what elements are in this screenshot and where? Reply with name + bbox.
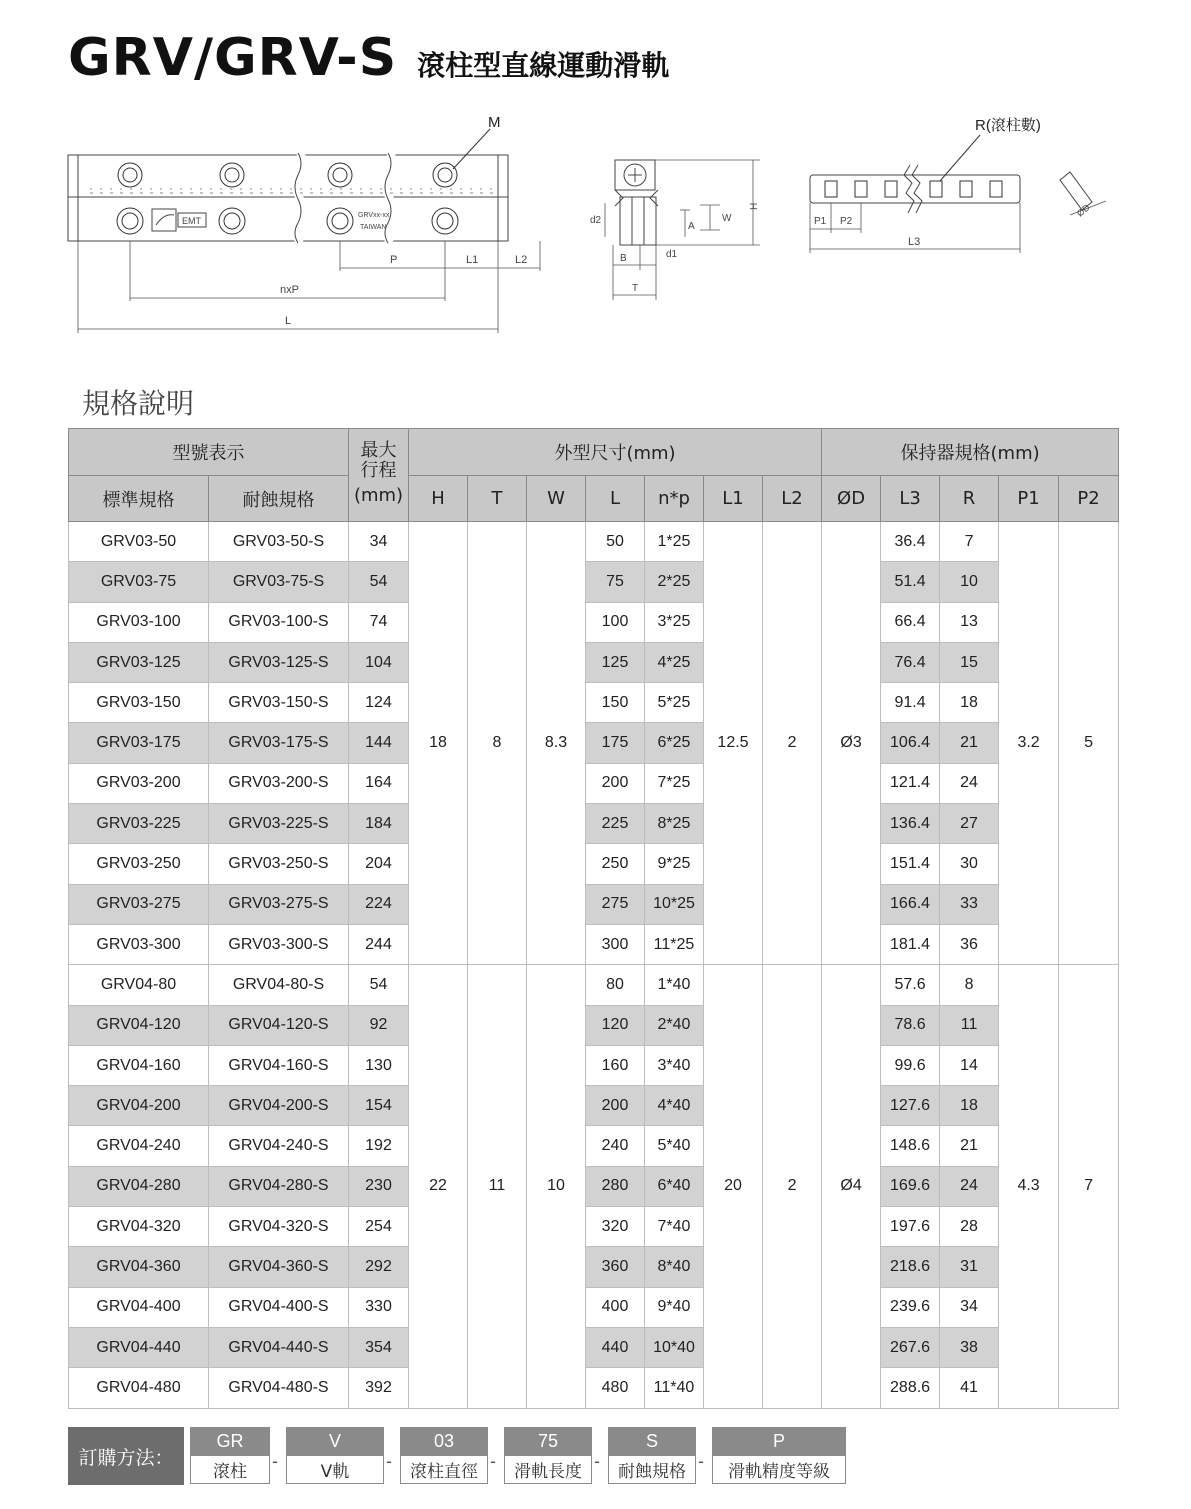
label-L: L (285, 315, 292, 327)
cell-corrosion-model: GRV04-120-S (209, 1005, 349, 1045)
cell-np: 11*40 (645, 1368, 704, 1408)
cell-max-stroke: 74 (349, 602, 409, 642)
header-standard: 標準規格 (69, 476, 209, 522)
label-d1: d1 (666, 249, 678, 260)
cell-L: 225 (586, 804, 645, 844)
cell-L: 275 (586, 884, 645, 924)
cell-max-stroke: 184 (349, 804, 409, 844)
cell-L3: 239.6 (881, 1287, 940, 1327)
cell-standard-model: GRV04-440 (69, 1327, 209, 1367)
cell-standard-model: GRV03-275 (69, 884, 209, 924)
header-cage-group: 保持器規格(mm) (822, 429, 1119, 476)
cell-corrosion-model: GRV04-480-S (209, 1368, 349, 1408)
cell-W: 8.3 (527, 522, 586, 965)
cell-np: 4*25 (645, 642, 704, 682)
marking-text: GRVxx-xx (358, 212, 390, 219)
header-L1: L1 (704, 476, 763, 522)
cell-L: 100 (586, 602, 645, 642)
cell-np: 7*25 (645, 763, 704, 803)
cage-view-drawing (810, 117, 1106, 253)
header-corrosion: 耐蝕規格 (209, 476, 349, 522)
cell-corrosion-model: GRV04-240-S (209, 1126, 349, 1166)
header-dims-group: 外型尺寸(mm) (409, 429, 822, 476)
cell-L3: 36.4 (881, 522, 940, 562)
table-row (69, 965, 1119, 1005)
cell-L: 80 (586, 965, 645, 1005)
cell-L3: 99.6 (881, 1045, 940, 1085)
cell-R: 18 (940, 1086, 999, 1126)
side-view-drawing (590, 160, 760, 300)
cell-L3: 148.6 (881, 1126, 940, 1166)
cell-np: 1*25 (645, 522, 704, 562)
cell-max-stroke: 164 (349, 763, 409, 803)
cell-standard-model: GRV04-280 (69, 1166, 209, 1206)
cell-L3: 181.4 (881, 924, 940, 964)
table-row (69, 1166, 1119, 1206)
cell-L3: 218.6 (881, 1247, 940, 1287)
cell-np: 8*40 (645, 1247, 704, 1287)
cell-L: 320 (586, 1207, 645, 1247)
cell-R: 31 (940, 1247, 999, 1287)
cell-np: 6*25 (645, 723, 704, 763)
cell-max-stroke: 392 (349, 1368, 409, 1408)
cell-L3: 151.4 (881, 844, 940, 884)
cell-max-stroke: 144 (349, 723, 409, 763)
cell-R: 15 (940, 642, 999, 682)
cell-np: 1*40 (645, 965, 704, 1005)
cell-standard-model: GRV04-120 (69, 1005, 209, 1045)
cell-L: 480 (586, 1368, 645, 1408)
table-row (69, 1207, 1119, 1247)
cell-L: 75 (586, 562, 645, 602)
cell-np: 2*25 (645, 562, 704, 602)
order-method-label: 訂購方法： (68, 1427, 184, 1485)
cell-standard-model: GRV04-360 (69, 1247, 209, 1287)
cell-standard-model: GRV03-125 (69, 642, 209, 682)
cell-R: 30 (940, 844, 999, 884)
cell-L: 50 (586, 522, 645, 562)
cell-standard-model: GRV04-400 (69, 1287, 209, 1327)
cell-standard-model: GRV03-50 (69, 522, 209, 562)
cell-R: 24 (940, 763, 999, 803)
cell-standard-model: GRV03-250 (69, 844, 209, 884)
table-row (69, 1045, 1119, 1085)
label-T: T (632, 283, 639, 294)
cell-L: 120 (586, 1005, 645, 1045)
cell-L1: 20 (704, 965, 763, 1408)
header-max-stroke-label: 最大行程 (360, 440, 397, 481)
cell-corrosion-model: GRV03-250-S (209, 844, 349, 884)
cell-R: 24 (940, 1166, 999, 1206)
label-P: P (390, 254, 398, 266)
table-row (69, 1247, 1119, 1287)
page-title (68, 28, 669, 88)
cell-R: 18 (940, 683, 999, 723)
cell-np: 7*40 (645, 1207, 704, 1247)
cell-R: 28 (940, 1207, 999, 1247)
cell-H: 18 (409, 522, 468, 965)
header-L3: L3 (881, 476, 940, 522)
cell-R: 13 (940, 602, 999, 642)
header-L2: L2 (763, 476, 822, 522)
cell-L3: 166.4 (881, 884, 940, 924)
table-row (69, 562, 1119, 602)
order-separator: - (490, 1451, 496, 1471)
table-row (69, 723, 1119, 763)
cell-R: 8 (940, 965, 999, 1005)
order-part (190, 1427, 270, 1485)
table-row (69, 804, 1119, 844)
cell-max-stroke: 254 (349, 1207, 409, 1247)
cell-corrosion-model: GRV04-400-S (209, 1287, 349, 1327)
order-part-code: S (608, 1427, 696, 1456)
order-part-code: V (286, 1427, 384, 1456)
header-max-stroke-unit: (mm) (353, 485, 404, 506)
cell-L3: 106.4 (881, 723, 940, 763)
label-A: A (688, 221, 695, 232)
table-row (69, 844, 1119, 884)
order-part-description: 滑軌長度 (504, 1456, 592, 1484)
cell-R: 33 (940, 884, 999, 924)
cell-L: 160 (586, 1045, 645, 1085)
cell-P1: 3.2 (999, 522, 1059, 965)
order-separator: - (272, 1451, 278, 1471)
label-H: H (749, 202, 760, 210)
header-R: R (940, 476, 999, 522)
cell-np: 8*25 (645, 804, 704, 844)
header-P2: P2 (1059, 476, 1119, 522)
cell-np: 5*25 (645, 683, 704, 723)
cell-L: 150 (586, 683, 645, 723)
table-row (69, 1368, 1119, 1408)
header-W: W (527, 476, 586, 522)
cell-L: 280 (586, 1166, 645, 1206)
cell-L3: 136.4 (881, 804, 940, 844)
cell-L1: 12.5 (704, 522, 763, 965)
cell-standard-model: GRV03-200 (69, 763, 209, 803)
order-part-description: 滾柱 (190, 1456, 270, 1484)
cell-R: 11 (940, 1005, 999, 1045)
cell-corrosion-model: GRV03-50-S (209, 522, 349, 562)
label-P2: P2 (840, 216, 853, 227)
table-row (69, 1287, 1119, 1327)
cell-L3: 57.6 (881, 965, 940, 1005)
header-D: ØD (822, 476, 881, 522)
cell-L3: 127.6 (881, 1086, 940, 1126)
cell-L3: 66.4 (881, 602, 940, 642)
cell-standard-model: GRV03-175 (69, 723, 209, 763)
cell-L: 360 (586, 1247, 645, 1287)
cell-max-stroke: 54 (349, 965, 409, 1005)
cell-np: 5*40 (645, 1126, 704, 1166)
cell-standard-model: GRV04-160 (69, 1045, 209, 1085)
label-P1: P1 (814, 216, 827, 227)
cell-D: Ø3 (822, 522, 881, 965)
cell-L2: 2 (763, 965, 822, 1408)
cell-L3: 51.4 (881, 562, 940, 602)
spec-table (68, 428, 1119, 1409)
cell-R: 27 (940, 804, 999, 844)
header-P1: P1 (999, 476, 1059, 522)
cell-corrosion-model: GRV03-200-S (209, 763, 349, 803)
product-subtitle: 滾柱型直線運動滑軌 (417, 49, 670, 82)
order-part-code: 75 (504, 1427, 592, 1456)
label-nxP: nxP (280, 284, 299, 296)
cell-np: 4*40 (645, 1086, 704, 1126)
header-model-group: 型號表示 (69, 429, 349, 476)
cell-np: 3*40 (645, 1045, 704, 1085)
cell-L3: 91.4 (881, 683, 940, 723)
technical-drawings (60, 105, 1130, 355)
order-part-description: 耐蝕規格 (608, 1456, 696, 1484)
taiwan-text: TAIWAN (360, 224, 387, 231)
cell-max-stroke: 224 (349, 884, 409, 924)
cell-L: 300 (586, 924, 645, 964)
order-part-description: 滑軌精度等級 (712, 1456, 846, 1484)
header-max-stroke (349, 429, 409, 522)
header-H: H (409, 476, 468, 522)
label-L3: L3 (908, 236, 921, 248)
table-row (69, 602, 1119, 642)
cell-np: 3*25 (645, 602, 704, 642)
cell-max-stroke: 124 (349, 683, 409, 723)
table-row (69, 522, 1119, 562)
front-view-drawing (68, 114, 540, 333)
cell-corrosion-model: GRV04-360-S (209, 1247, 349, 1287)
table-row (69, 924, 1119, 964)
order-method (68, 1427, 868, 1485)
cell-R: 10 (940, 562, 999, 602)
cell-R: 34 (940, 1287, 999, 1327)
table-row (69, 884, 1119, 924)
cell-L: 200 (586, 763, 645, 803)
cell-L: 250 (586, 844, 645, 884)
cell-max-stroke: 192 (349, 1126, 409, 1166)
table-row (69, 642, 1119, 682)
table-row (69, 683, 1119, 723)
cell-max-stroke: 354 (349, 1327, 409, 1367)
cell-L3: 197.6 (881, 1207, 940, 1247)
label-L1: L1 (466, 254, 479, 266)
order-part (400, 1427, 488, 1485)
cell-corrosion-model: GRV04-320-S (209, 1207, 349, 1247)
cell-L: 175 (586, 723, 645, 763)
label-R: R(滾柱數) (975, 117, 1041, 134)
header-T: T (468, 476, 527, 522)
table-row (69, 1086, 1119, 1126)
cell-R: 21 (940, 1126, 999, 1166)
cell-L3: 267.6 (881, 1327, 940, 1367)
cell-R: 38 (940, 1327, 999, 1367)
cell-T: 11 (468, 965, 527, 1408)
cell-np: 11*25 (645, 924, 704, 964)
order-part-code: GR (190, 1427, 270, 1456)
order-part (608, 1427, 696, 1485)
order-part-description: V軌 (286, 1456, 384, 1484)
cell-R: 7 (940, 522, 999, 562)
cell-L: 440 (586, 1327, 645, 1367)
cell-np: 10*40 (645, 1327, 704, 1367)
cell-np: 9*25 (645, 844, 704, 884)
order-part (504, 1427, 592, 1485)
cell-corrosion-model: GRV03-225-S (209, 804, 349, 844)
table-row (69, 1005, 1119, 1045)
label-d2: d2 (590, 215, 602, 226)
cell-H: 22 (409, 965, 468, 1408)
cell-L3: 288.6 (881, 1368, 940, 1408)
spec-table-body (69, 522, 1119, 1409)
cell-corrosion-model: GRV04-80-S (209, 965, 349, 1005)
table-row (69, 1327, 1119, 1367)
cell-L3: 121.4 (881, 763, 940, 803)
logo-text: EMT (182, 216, 201, 226)
order-separator: - (386, 1451, 392, 1471)
cell-standard-model: GRV03-75 (69, 562, 209, 602)
cell-L: 400 (586, 1287, 645, 1327)
cell-corrosion-model: GRV04-280-S (209, 1166, 349, 1206)
cell-R: 14 (940, 1045, 999, 1085)
cell-max-stroke: 104 (349, 642, 409, 682)
section-title: 規格說明 (82, 387, 195, 420)
cell-L2: 2 (763, 522, 822, 965)
cell-standard-model: GRV04-240 (69, 1126, 209, 1166)
cell-corrosion-model: GRV03-75-S (209, 562, 349, 602)
cell-standard-model: GRV04-480 (69, 1368, 209, 1408)
cell-standard-model: GRV03-225 (69, 804, 209, 844)
cell-max-stroke: 204 (349, 844, 409, 884)
header-np: n*p (645, 476, 704, 522)
cell-corrosion-model: GRV03-175-S (209, 723, 349, 763)
cell-D: Ø4 (822, 965, 881, 1408)
cell-max-stroke: 244 (349, 924, 409, 964)
label-W: W (722, 213, 732, 224)
cell-corrosion-model: GRV03-275-S (209, 884, 349, 924)
cell-standard-model: GRV03-100 (69, 602, 209, 642)
header-L: L (586, 476, 645, 522)
cell-P2: 7 (1059, 965, 1119, 1408)
cell-corrosion-model: GRV03-100-S (209, 602, 349, 642)
product-model: GRV/GRV-S (68, 28, 398, 88)
cell-R: 41 (940, 1368, 999, 1408)
cell-corrosion-model: GRV03-150-S (209, 683, 349, 723)
order-part-description: 滾柱直徑 (400, 1456, 488, 1484)
cell-max-stroke: 54 (349, 562, 409, 602)
cell-max-stroke: 34 (349, 522, 409, 562)
order-separator: - (698, 1451, 704, 1471)
cell-L3: 76.4 (881, 642, 940, 682)
cell-max-stroke: 130 (349, 1045, 409, 1085)
cell-P2: 5 (1059, 522, 1119, 965)
cell-R: 21 (940, 723, 999, 763)
label-D: ØD (1074, 202, 1092, 219)
cell-max-stroke: 330 (349, 1287, 409, 1327)
cell-standard-model: GRV03-300 (69, 924, 209, 964)
cell-corrosion-model: GRV04-440-S (209, 1327, 349, 1367)
cell-corrosion-model: GRV03-300-S (209, 924, 349, 964)
cell-L: 200 (586, 1086, 645, 1126)
cell-max-stroke: 230 (349, 1166, 409, 1206)
cell-np: 2*40 (645, 1005, 704, 1045)
cell-P1: 4.3 (999, 965, 1059, 1408)
table-row (69, 763, 1119, 803)
cell-corrosion-model: GRV04-160-S (209, 1045, 349, 1085)
cell-R: 36 (940, 924, 999, 964)
cell-L3: 78.6 (881, 1005, 940, 1045)
cell-standard-model: GRV04-80 (69, 965, 209, 1005)
cell-L: 125 (586, 642, 645, 682)
cell-np: 9*40 (645, 1287, 704, 1327)
table-row (69, 1126, 1119, 1166)
cell-corrosion-model: GRV03-125-S (209, 642, 349, 682)
cell-standard-model: GRV04-320 (69, 1207, 209, 1247)
cell-max-stroke: 292 (349, 1247, 409, 1287)
label-B: B (620, 253, 627, 264)
cell-T: 8 (468, 522, 527, 965)
order-separator: - (594, 1451, 600, 1471)
cell-L: 240 (586, 1126, 645, 1166)
cell-corrosion-model: GRV04-200-S (209, 1086, 349, 1126)
cell-standard-model: GRV03-150 (69, 683, 209, 723)
order-part (712, 1427, 846, 1485)
label-L2: L2 (515, 254, 528, 266)
cell-L3: 169.6 (881, 1166, 940, 1206)
order-part-code: P (712, 1427, 846, 1456)
cell-max-stroke: 92 (349, 1005, 409, 1045)
cell-np: 10*25 (645, 884, 704, 924)
cell-standard-model: GRV04-200 (69, 1086, 209, 1126)
cell-max-stroke: 154 (349, 1086, 409, 1126)
cell-np: 6*40 (645, 1166, 704, 1206)
order-part (286, 1427, 384, 1485)
order-part-code: 03 (400, 1427, 488, 1456)
cell-W: 10 (527, 965, 586, 1408)
label-M: M (488, 114, 501, 131)
